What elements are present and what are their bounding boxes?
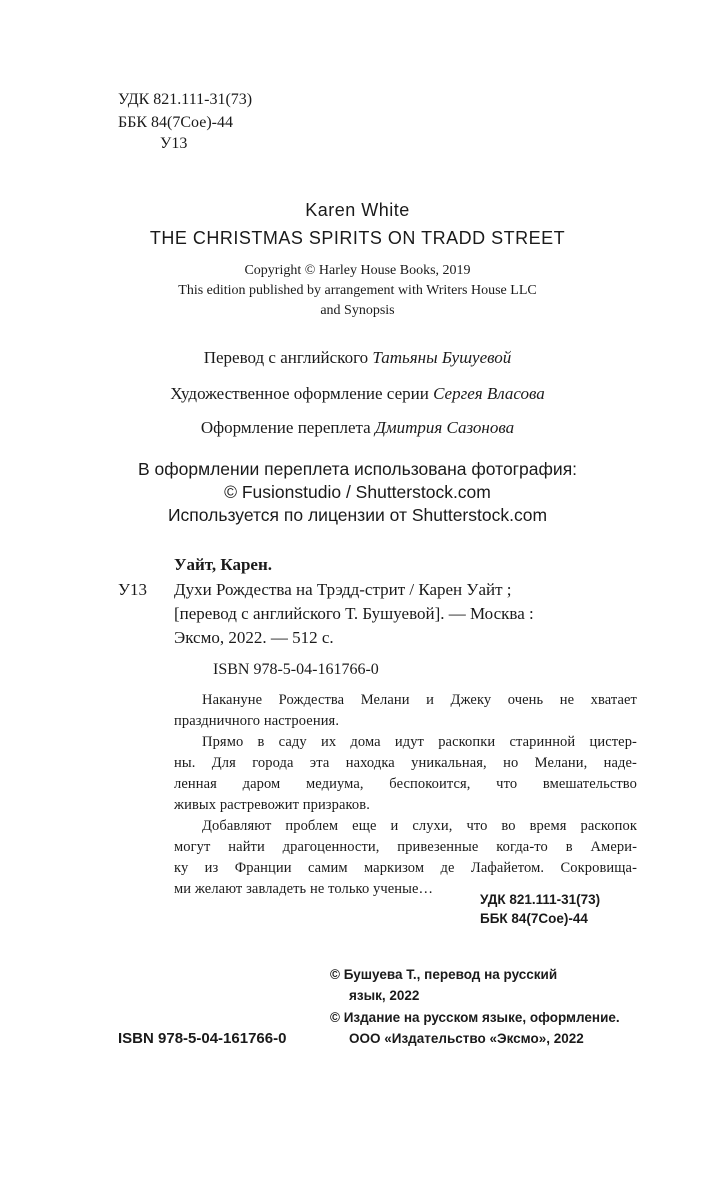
series-designer-name: Сергея Власова	[433, 384, 545, 403]
annotation-line: Добавляют проблем еще и слухи, что во время раскопок	[202, 818, 637, 834]
annotation-line: праздничного настроения.	[174, 713, 340, 729]
cover-design-label: Оформление переплета	[200, 418, 371, 437]
annotation-line: Накануне Рождества Мелани и Джеку очень не хватает	[202, 692, 637, 708]
bib-line: Духи Рождества на Трэдд-стрит / Карен Уайт ;	[174, 580, 512, 599]
copyright-edition: ООО «Издательство «Эксмо», 2022	[349, 1031, 584, 1046]
series-design-credit	[0, 384, 715, 404]
original-title: THE CHRISTMAS SPIRITS ON TRADD STREET	[149, 228, 566, 248]
series-design-label: Художественное оформление серии	[170, 384, 429, 403]
photo-credit: В оформлении переплета использована фотография:	[137, 459, 578, 479]
footer-isbn: ISBN 978-5-04-161766-0	[118, 1030, 287, 1047]
annotation-line: Прямо в саду их дома идут раскопки старинной цистер-	[202, 734, 637, 750]
footer-udk: УДК 821.111-31(73)	[480, 892, 601, 907]
photo-credit: © Fusionstudio / Shutterstock.com	[224, 482, 491, 502]
original-author: Karen White	[305, 200, 410, 220]
copyright-line: Copyright © Harley House Books, 2019	[244, 263, 471, 278]
bib-line: Эксмо, 2022. — 512 с.	[174, 628, 334, 647]
annotation-line: ленная даром медиума, беспокоится, что вмешательство	[174, 776, 637, 792]
copyright-translation: © Бушуева Т., перевод на русский	[330, 967, 558, 982]
translator-name: Татьяны Бушуевой	[372, 348, 512, 367]
cover-designer-name: Дмитрия Сазонова	[374, 418, 515, 437]
translation-label: Перевод с английского	[203, 348, 369, 367]
annotation-line: могут найти драгоценности, привезенные когда-то в Амери-	[174, 839, 637, 855]
edition-line: and Synopsis	[320, 303, 395, 318]
copyright-edition: © Издание на русском языке, оформление.	[330, 1010, 620, 1025]
translation-credit	[0, 348, 715, 368]
annotation-line: ны. Для города эта находка уникальная, но Мелани, наде-	[174, 755, 637, 771]
cover-design-credit	[0, 418, 715, 438]
bib-heading: Уайт, Карен.	[174, 555, 272, 574]
bbk-code: ББК 84(7Сое)-44	[118, 114, 233, 131]
annotation	[174, 690, 637, 900]
bib-mark: У13	[118, 580, 148, 599]
footer-bbk: ББК 84(7Сое)-44	[480, 911, 588, 926]
udk-code: УДК 821.111-31(73)	[118, 91, 253, 108]
photo-license: Используется по лицензии от Shutterstock.com	[167, 505, 548, 525]
bib-isbn: ISBN 978-5-04-161766-0	[213, 661, 379, 678]
edition-line: This edition published by arrangement with Writers House LLC	[178, 283, 537, 298]
annotation-line: ми желают завладеть не только ученые…	[174, 881, 434, 897]
annotation-line: ку из Франции самим маркизом де Лафайетом. Сокровища-	[174, 860, 637, 876]
annotation-line: живых растревожит призраков.	[174, 797, 370, 813]
author-mark: У13	[160, 135, 188, 152]
copyright-translation: язык, 2022	[349, 988, 420, 1003]
bib-line: [перевод с английского Т. Бушуевой]. — Москва :	[174, 604, 534, 623]
